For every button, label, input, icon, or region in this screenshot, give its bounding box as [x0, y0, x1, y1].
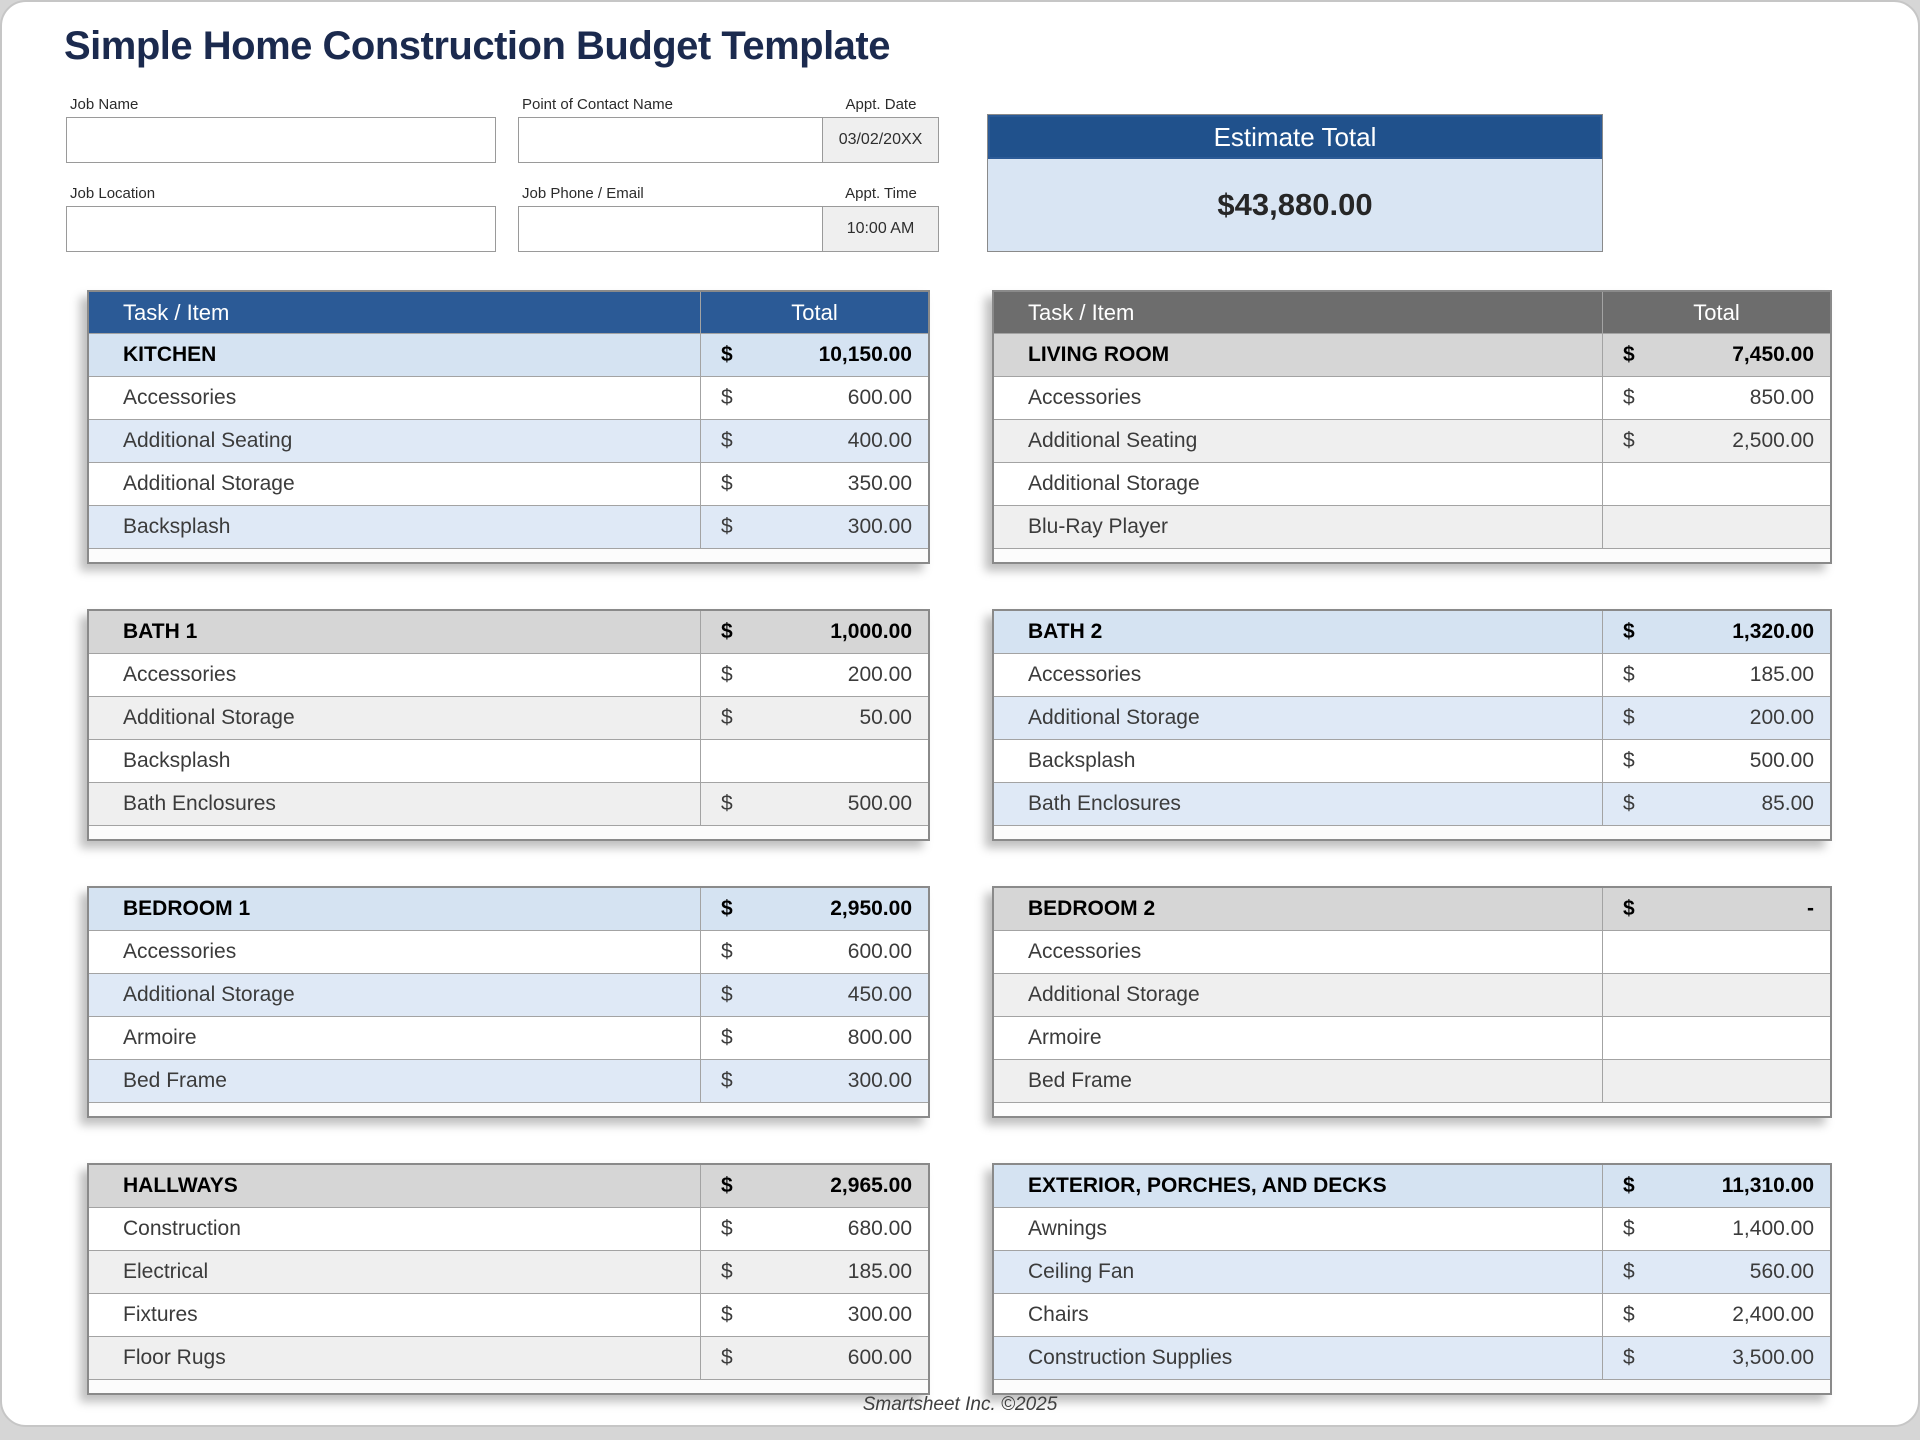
total-cell — [700, 740, 928, 782]
total-cell — [1602, 931, 1830, 973]
table-row — [89, 420, 928, 463]
amount-value: 600.00 — [847, 1346, 912, 1369]
currency-symbol: $ — [721, 663, 733, 686]
total-cell — [1602, 783, 1830, 825]
task-cell: Bed Frame — [123, 1069, 227, 1092]
task-cell: Additional Seating — [123, 429, 293, 452]
currency-symbol: $ — [1623, 1217, 1635, 1240]
total-cell — [700, 420, 928, 462]
amount-value: 7,450.00 — [1732, 343, 1814, 366]
table-row — [994, 1060, 1830, 1103]
amount-value: 500.00 — [847, 792, 912, 815]
total-cell — [700, 783, 928, 825]
section-name-cell: BEDROOM 2 — [1028, 897, 1156, 920]
amount-value: 185.00 — [1749, 663, 1814, 686]
table-row — [89, 654, 928, 697]
section-total-cell — [1602, 1165, 1830, 1207]
section-name-cell: BATH 2 — [1028, 620, 1103, 643]
table-row — [89, 1208, 928, 1251]
total-cell — [1602, 1337, 1830, 1379]
amount-value: 300.00 — [847, 1069, 912, 1092]
partial-row — [994, 826, 1830, 839]
table-row — [89, 1017, 928, 1060]
table-row — [994, 377, 1830, 420]
column-header-total: Total — [700, 292, 928, 333]
table-row — [89, 974, 928, 1017]
amount-value: 85.00 — [1761, 792, 1814, 815]
total-cell — [1602, 1208, 1830, 1250]
table-row — [994, 1294, 1830, 1337]
amount-value: 185.00 — [847, 1260, 912, 1283]
task-cell: Additional Storage — [123, 706, 295, 729]
total-cell — [700, 654, 928, 696]
amount-value: 3,500.00 — [1732, 1346, 1814, 1369]
task-cell: Accessories — [123, 940, 237, 963]
table-row — [994, 1208, 1830, 1251]
currency-symbol: $ — [721, 1069, 733, 1092]
currency-symbol: $ — [721, 515, 733, 538]
currency-symbol: $ — [721, 429, 733, 452]
currency-symbol: $ — [1623, 897, 1635, 920]
table-row — [89, 740, 928, 783]
appt-time-cell[interactable]: 10:00 AM — [823, 206, 939, 252]
amount-value: 680.00 — [847, 1217, 912, 1240]
amount-value: 850.00 — [1749, 386, 1814, 409]
task-cell: Electrical — [123, 1260, 209, 1283]
currency-symbol: $ — [721, 1303, 733, 1326]
amount-value: 200.00 — [847, 663, 912, 686]
task-cell: Awnings — [1028, 1217, 1107, 1240]
task-cell: Additional Storage — [123, 472, 295, 495]
total-cell — [700, 931, 928, 973]
currency-symbol: $ — [1623, 749, 1635, 772]
total-cell — [700, 1060, 928, 1102]
contact-name-input[interactable] — [518, 117, 823, 163]
job-name-input[interactable] — [66, 117, 496, 163]
currency-symbol: $ — [721, 1217, 733, 1240]
amount-value: 2,400.00 — [1732, 1303, 1814, 1326]
estimate-total-value: $43,880.00 — [988, 159, 1602, 251]
job-location-label: Job Location — [70, 185, 156, 202]
amount-value: 1,000.00 — [830, 620, 912, 643]
total-cell — [1602, 697, 1830, 739]
section-total-cell — [700, 611, 928, 653]
job-info-form — [66, 96, 946, 252]
section-row-bath-1 — [89, 611, 928, 654]
total-cell — [700, 377, 928, 419]
table-row — [994, 740, 1830, 783]
currency-symbol: $ — [1623, 706, 1635, 729]
budget-table-bath-2 — [992, 609, 1832, 841]
table-row — [994, 1337, 1830, 1380]
partial-row — [89, 1380, 928, 1393]
amount-value: 560.00 — [1749, 1260, 1814, 1283]
currency-symbol: $ — [1623, 663, 1635, 686]
task-cell: Backsplash — [1028, 749, 1136, 772]
currency-symbol: $ — [721, 343, 733, 366]
partial-row — [89, 1103, 928, 1116]
total-cell — [1602, 974, 1830, 1016]
footer-credit: Smartsheet Inc. ©2025 — [862, 1394, 1058, 1415]
table-row — [89, 931, 928, 974]
section-name-cell: HALLWAYS — [123, 1174, 238, 1197]
section-row-bedroom-1 — [89, 888, 928, 931]
contact-name-label: Point of Contact Name — [522, 96, 673, 113]
total-cell — [1602, 1251, 1830, 1293]
task-cell: Floor Rugs — [123, 1346, 226, 1369]
partial-row — [89, 826, 928, 839]
partial-row — [994, 549, 1830, 562]
table-row — [994, 931, 1830, 974]
section-total-cell — [1602, 334, 1830, 376]
table-row — [89, 783, 928, 826]
task-cell: Blu-Ray Player — [1028, 515, 1169, 538]
table-row — [89, 1251, 928, 1294]
budget-tables-grid — [87, 290, 1832, 1395]
estimate-total-header: Estimate Total — [988, 115, 1602, 159]
currency-symbol: $ — [1623, 1346, 1635, 1369]
budget-table-living-room — [992, 290, 1832, 564]
section-name-cell: BATH 1 — [123, 620, 198, 643]
table-row — [89, 697, 928, 740]
currency-symbol: $ — [721, 1026, 733, 1049]
currency-symbol: $ — [721, 1260, 733, 1283]
column-header-task: Task / Item — [1028, 299, 1135, 325]
amount-value: 50.00 — [859, 706, 912, 729]
section-total-cell — [1602, 611, 1830, 653]
currency-symbol: $ — [1623, 386, 1635, 409]
task-cell: Accessories — [1028, 386, 1142, 409]
table-row — [994, 783, 1830, 826]
currency-symbol: $ — [1623, 792, 1635, 815]
section-row-living-room — [994, 334, 1830, 377]
task-cell: Additional Storage — [1028, 472, 1200, 495]
task-cell: Accessories — [123, 663, 237, 686]
table-row — [994, 697, 1830, 740]
amount-value: 10,150.00 — [818, 343, 912, 366]
task-cell: Armoire — [1028, 1026, 1102, 1049]
total-cell — [700, 1294, 928, 1336]
amount-value: 450.00 — [847, 983, 912, 1006]
currency-symbol: $ — [721, 1174, 733, 1197]
total-cell — [1602, 506, 1830, 548]
total-cell — [700, 974, 928, 1016]
table-row — [89, 377, 928, 420]
currency-symbol: $ — [721, 1346, 733, 1369]
task-cell: Accessories — [1028, 663, 1142, 686]
task-cell: Backsplash — [123, 749, 231, 772]
phone-email-label: Job Phone / Email — [522, 185, 644, 202]
job-name-label: Job Name — [70, 96, 139, 113]
currency-symbol: $ — [1623, 620, 1635, 643]
partial-row — [994, 1380, 1830, 1393]
section-total-cell — [700, 334, 928, 376]
task-cell: Construction — [123, 1217, 241, 1240]
task-cell: Ceiling Fan — [1028, 1260, 1135, 1283]
amount-value: 300.00 — [847, 1303, 912, 1326]
currency-symbol: $ — [721, 897, 733, 920]
amount-value: 2,965.00 — [830, 1174, 912, 1197]
currency-symbol: $ — [721, 940, 733, 963]
column-header-task: Task / Item — [123, 299, 230, 325]
job-location-input[interactable] — [66, 206, 496, 252]
task-cell: Bath Enclosures — [1028, 792, 1181, 815]
task-cell: Bath Enclosures — [123, 792, 276, 815]
task-cell: Construction Supplies — [1028, 1346, 1233, 1369]
table-row — [994, 1251, 1830, 1294]
amount-value: 2,950.00 — [830, 897, 912, 920]
total-cell — [1602, 1060, 1830, 1102]
amount-value: 200.00 — [1749, 706, 1814, 729]
amount-value: 300.00 — [847, 515, 912, 538]
total-cell — [700, 1251, 928, 1293]
task-cell: Backsplash — [123, 515, 231, 538]
section-row-bedroom-2 — [994, 888, 1830, 931]
budget-table-hallways — [87, 1163, 930, 1395]
budget-table-bath-1 — [87, 609, 930, 841]
total-cell — [700, 1337, 928, 1379]
currency-symbol: $ — [1623, 429, 1635, 452]
table-row — [89, 506, 928, 549]
budget-table-bedroom-1 — [87, 886, 930, 1118]
partial-row — [994, 1103, 1830, 1116]
budget-table-bedroom-2 — [992, 886, 1832, 1118]
amount-value: 600.00 — [847, 940, 912, 963]
total-cell — [1602, 377, 1830, 419]
table-row — [994, 974, 1830, 1017]
section-name-cell: KITCHEN — [123, 343, 217, 366]
section-total-cell — [1602, 888, 1830, 930]
section-row-exterior-porches-and-decks — [994, 1165, 1830, 1208]
task-cell: Accessories — [123, 386, 237, 409]
appt-time-label: Appt. Time — [845, 185, 917, 202]
section-row-kitchen — [89, 334, 928, 377]
appt-date-cell[interactable]: 03/02/20XX — [823, 117, 939, 163]
table-row — [994, 654, 1830, 697]
section-name-cell: LIVING ROOM — [1028, 343, 1170, 366]
total-cell — [1602, 420, 1830, 462]
section-name-cell: BEDROOM 1 — [123, 897, 251, 920]
table-row — [89, 463, 928, 506]
table-row — [994, 1017, 1830, 1060]
currency-symbol: $ — [721, 386, 733, 409]
section-row-bath-2 — [994, 611, 1830, 654]
currency-symbol: $ — [721, 620, 733, 643]
total-cell — [700, 1208, 928, 1250]
column-header-row — [994, 292, 1830, 334]
task-cell: Armoire — [123, 1026, 197, 1049]
total-cell — [700, 697, 928, 739]
column-header-total: Total — [1602, 292, 1830, 333]
amount-value: 1,400.00 — [1732, 1217, 1814, 1240]
currency-symbol: $ — [1623, 1260, 1635, 1283]
table-row — [994, 463, 1830, 506]
currency-symbol: $ — [1623, 1303, 1635, 1326]
total-cell — [1602, 1017, 1830, 1059]
currency-symbol: $ — [721, 706, 733, 729]
total-cell — [1602, 463, 1830, 505]
total-cell — [1602, 654, 1830, 696]
task-cell: Bed Frame — [1028, 1069, 1132, 1092]
amount-value: 11,310.00 — [1721, 1174, 1814, 1197]
task-cell: Additional Storage — [123, 983, 295, 1006]
amount-value: 400.00 — [847, 429, 912, 452]
section-name-cell: EXTERIOR, PORCHES, AND DECKS — [1028, 1174, 1387, 1197]
table-row — [994, 420, 1830, 463]
appt-date-label: Appt. Date — [845, 96, 917, 113]
estimate-total-box — [987, 114, 1603, 252]
section-total-cell — [700, 888, 928, 930]
table-row — [994, 506, 1830, 549]
amount-value: 500.00 — [1749, 749, 1814, 772]
budget-table-kitchen — [87, 290, 930, 564]
total-cell — [1602, 740, 1830, 782]
section-total-cell — [700, 1165, 928, 1207]
task-cell: Chairs — [1028, 1303, 1089, 1326]
amount-value: 600.00 — [847, 386, 912, 409]
table-row — [89, 1337, 928, 1380]
budget-table-exterior-porches-and-decks — [992, 1163, 1832, 1395]
page-title: Simple Home Construction Budget Template — [64, 24, 890, 68]
amount-value: 350.00 — [847, 472, 912, 495]
total-cell — [700, 463, 928, 505]
amount-value: 800.00 — [847, 1026, 912, 1049]
currency-symbol: $ — [721, 792, 733, 815]
task-cell: Additional Storage — [1028, 706, 1200, 729]
task-cell: Accessories — [1028, 940, 1142, 963]
phone-email-input[interactable] — [518, 206, 823, 252]
currency-symbol: $ — [721, 983, 733, 1006]
partial-row — [89, 549, 928, 562]
table-row — [89, 1294, 928, 1337]
total-cell — [700, 1017, 928, 1059]
currency-symbol: $ — [1623, 343, 1635, 366]
total-cell — [1602, 1294, 1830, 1336]
amount-value: - — [1807, 897, 1814, 920]
column-header-row — [89, 292, 928, 334]
amount-value: 1,320.00 — [1732, 620, 1814, 643]
table-row — [89, 1060, 928, 1103]
currency-symbol: $ — [721, 472, 733, 495]
task-cell: Additional Seating — [1028, 429, 1198, 452]
task-cell: Fixtures — [123, 1303, 198, 1326]
amount-value: 2,500.00 — [1732, 429, 1814, 452]
currency-symbol: $ — [1623, 1174, 1635, 1197]
section-row-hallways — [89, 1165, 928, 1208]
total-cell — [700, 506, 928, 548]
task-cell: Additional Storage — [1028, 983, 1200, 1006]
